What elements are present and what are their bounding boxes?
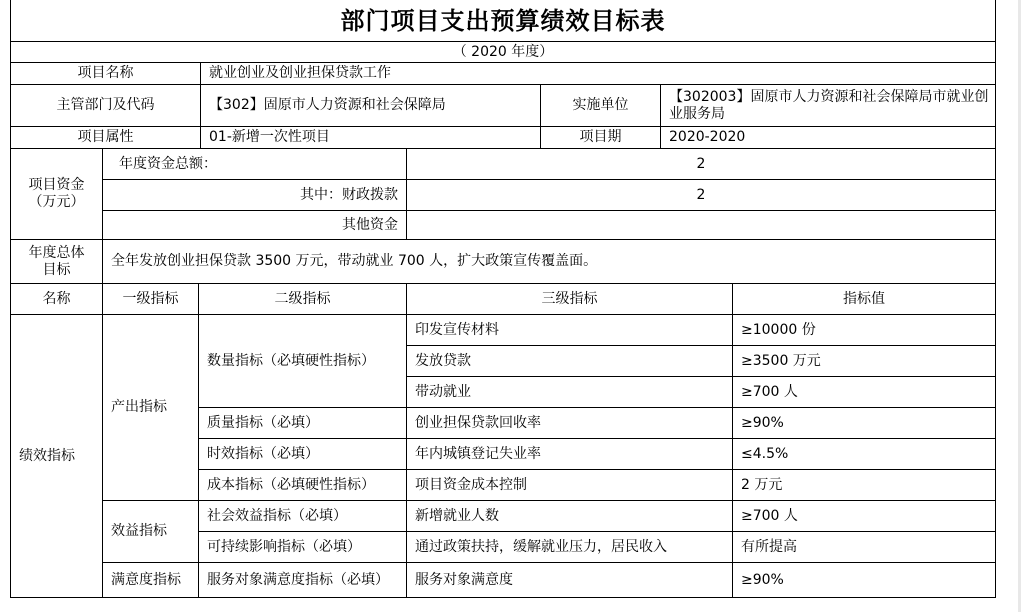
year-label: （ 2020 年度） (11, 42, 995, 63)
table-row-level3: 发放贷款 (407, 346, 733, 377)
table-row-level3: 创业担保贷款回收率 (407, 408, 733, 439)
table-row-value: ≤4.5% (733, 439, 995, 470)
level1-output: 产出指标 (103, 315, 199, 501)
project-period-label: 项目期 (541, 127, 661, 149)
project-name-label: 项目名称 (11, 63, 201, 85)
level2-sustain: 可持续影响指标（必填） (199, 532, 407, 563)
dept-code-value: 【302】固原市人力资源和社会保障局 (201, 85, 541, 127)
project-name-value: 就业创业及创业担保贷款工作 (201, 63, 995, 85)
annual-total-label: 年度资金总额： (103, 149, 407, 180)
table-row-level3: 印发宣传材料 (407, 315, 733, 346)
table-row-level3: 新增就业人数 (407, 501, 733, 532)
table-row-value: 有所提高 (733, 532, 995, 563)
level2-service: 服务对象满意度指标（必填） (199, 563, 407, 597)
header-value: 指标值 (733, 284, 995, 315)
table-row-level3: 年内城镇登记失业率 (407, 439, 733, 470)
level2-quantity: 数量指标（必填硬性指标） (199, 315, 407, 408)
project-period-value: 2020-2020 (661, 127, 995, 149)
table-row-level3: 项目资金成本控制 (407, 470, 733, 501)
level1-satisfaction: 满意度指标 (103, 563, 199, 597)
table-row-value: 2 万元 (733, 470, 995, 501)
level2-quality: 质量指标（必填） (199, 408, 407, 439)
budget-performance-table (10, 0, 996, 598)
fiscal-value: 2 (407, 180, 995, 211)
level2-cost: 成本指标（必填硬性指标） (199, 470, 407, 501)
table-row-value: ≥10000 份 (733, 315, 995, 346)
table-row-level3: 服务对象满意度 (407, 563, 733, 597)
table-row-level3: 带动就业 (407, 377, 733, 408)
header-name: 名称 (11, 284, 103, 315)
other-funds-value (407, 211, 995, 240)
table-title: 部门项目支出预算绩效目标表 (11, 0, 995, 42)
impl-unit-value: 【302003】固原市人力资源和社会保障局市就业创业服务局 (661, 85, 995, 127)
annual-goal-value: 全年发放创业担保贷款 3500 万元，带动就业 700 人，扩大政策宣传覆盖面。 (103, 240, 995, 284)
project-attr-value: 01-新增一次性项目 (201, 127, 541, 149)
annual-total-value: 2 (407, 149, 995, 180)
funds-label: 项目资金 （万元） (11, 149, 103, 240)
level1-benefit: 效益指标 (103, 501, 199, 563)
fiscal-label: 其中：财政拨款 (103, 180, 407, 211)
performance-label: 绩效指标 (11, 315, 103, 597)
header-level3: 三级指标 (407, 284, 733, 315)
level2-social: 社会效益指标（必填） (199, 501, 407, 532)
impl-unit-label: 实施单位 (541, 85, 661, 127)
table-row-level3: 通过政策扶持，缓解就业压力，居民收入 (407, 532, 733, 563)
table-row-value: ≥700 人 (733, 377, 995, 408)
level2-timeliness: 时效指标（必填） (199, 439, 407, 470)
table-row-value: ≥90% (733, 408, 995, 439)
header-level2: 二级指标 (199, 284, 407, 315)
project-attr-label: 项目属性 (11, 127, 201, 149)
dept-code-label: 主管部门及代码 (11, 85, 201, 127)
other-funds-label: 其他资金 (103, 211, 407, 240)
table-row-value: ≥90% (741, 571, 784, 588)
annual-goal-label: 年度总体 目标 (11, 240, 103, 284)
table-row-value: ≥3500 万元 (733, 346, 995, 377)
table-row-value: ≥700 人 (733, 501, 995, 532)
header-level1: 一级指标 (103, 284, 199, 315)
